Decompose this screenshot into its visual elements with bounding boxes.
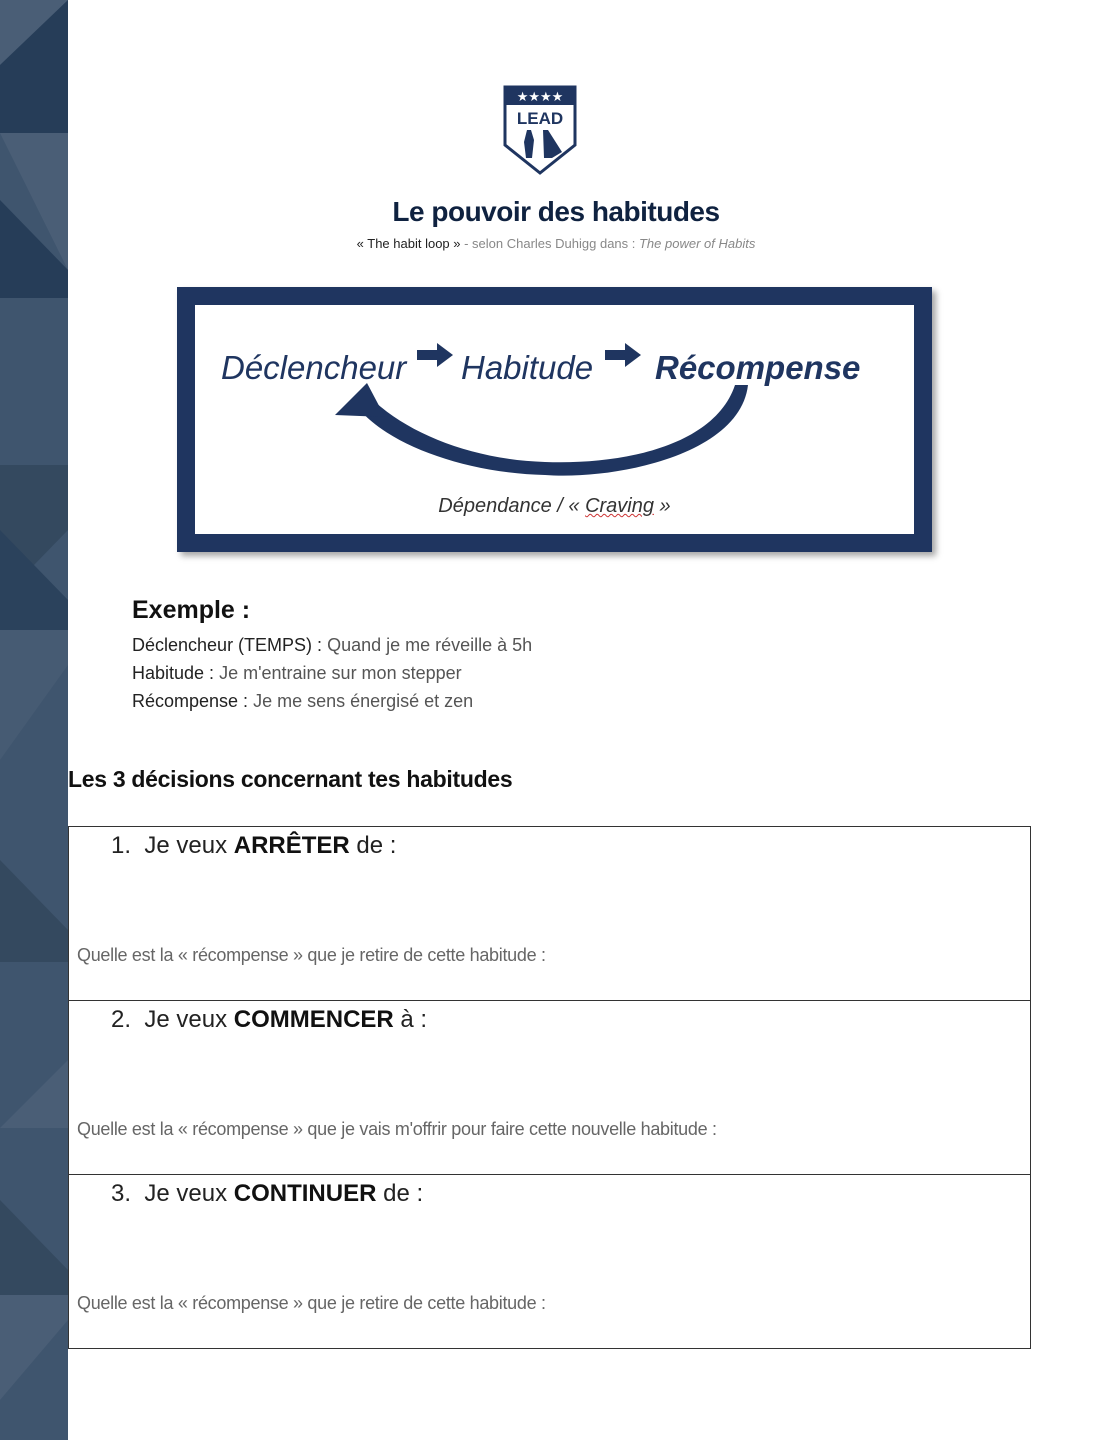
decision-row[interactable] <box>68 1000 1031 1174</box>
example-value: Quand je me réveille à 5h <box>322 635 533 655</box>
decision-number: 1. <box>111 832 132 859</box>
habit-label: Habitude <box>461 349 594 386</box>
decision-row[interactable] <box>68 826 1031 1000</box>
reward-question: Quelle est la « récompense » que je vais m'offrir pour faire cette nouvelle habitude : <box>77 1119 717 1139</box>
decisions-heading: Les 3 décisions concernant tes habitudes <box>68 766 513 792</box>
habit-loop-diagram <box>177 287 932 552</box>
decision-label <box>111 1006 427 1034</box>
subtitle-quote: « The habit loop » <box>356 236 461 251</box>
svg-text:★★★★: ★★★★ <box>516 89 564 104</box>
subtitle <box>0 236 1112 251</box>
example-value: Je me sens énergisé et zen <box>248 691 474 711</box>
example-section <box>132 596 532 715</box>
reward-label: Récompense <box>655 349 861 386</box>
example-key: Habitude : <box>132 663 215 683</box>
decision-post: de : <box>376 1180 424 1207</box>
decision-label <box>111 1180 423 1208</box>
decision-pre: Je veux <box>144 1180 234 1207</box>
decision-label <box>111 832 396 860</box>
lead-logo <box>503 85 577 175</box>
arrow-right-icon <box>605 343 641 367</box>
arrow-head-icon <box>335 383 385 417</box>
decision-verb: CONTINUER <box>233 1180 377 1207</box>
reward-question: Quelle est la « récompense » que je retire de cette habitude : <box>77 945 546 965</box>
decision-number: 3. <box>111 1180 132 1207</box>
example-key: Déclencheur (TEMPS) : <box>132 635 323 655</box>
loop-label <box>195 495 914 518</box>
decision-verb: ARRÊTER <box>233 832 350 859</box>
reward-question: Quelle est la « récompense » que je retire de cette habitude : <box>77 1293 546 1313</box>
example-value: Je m'entraine sur mon stepper <box>214 663 462 683</box>
svg-text:LEAD: LEAD <box>516 109 564 128</box>
decision-post: de : <box>349 832 397 859</box>
loop-word: Craving <box>585 495 654 517</box>
example-key: Récompense : <box>132 691 249 711</box>
decision-row[interactable] <box>68 1174 1031 1349</box>
example-line <box>132 659 532 687</box>
decision-pre: Je veux <box>144 832 234 859</box>
decision-number: 2. <box>111 1006 132 1033</box>
subtitle-author: - selon Charles Duhigg dans : <box>460 236 639 251</box>
subtitle-book: The power of Habits <box>638 236 756 251</box>
decision-pre: Je veux <box>144 1006 234 1033</box>
page-title: Le pouvoir des habitudes <box>392 196 720 227</box>
example-heading: Exemple : <box>132 596 251 624</box>
trigger-label: Déclencheur <box>221 349 407 386</box>
decision-post: à : <box>393 1006 428 1033</box>
arrow-right-icon <box>417 343 453 367</box>
loop-prefix: Dépendance / « <box>438 495 586 517</box>
decision-verb: COMMENCER <box>233 1006 394 1033</box>
example-line <box>132 631 532 659</box>
loop-suffix: » <box>654 495 671 517</box>
example-line <box>132 687 532 715</box>
